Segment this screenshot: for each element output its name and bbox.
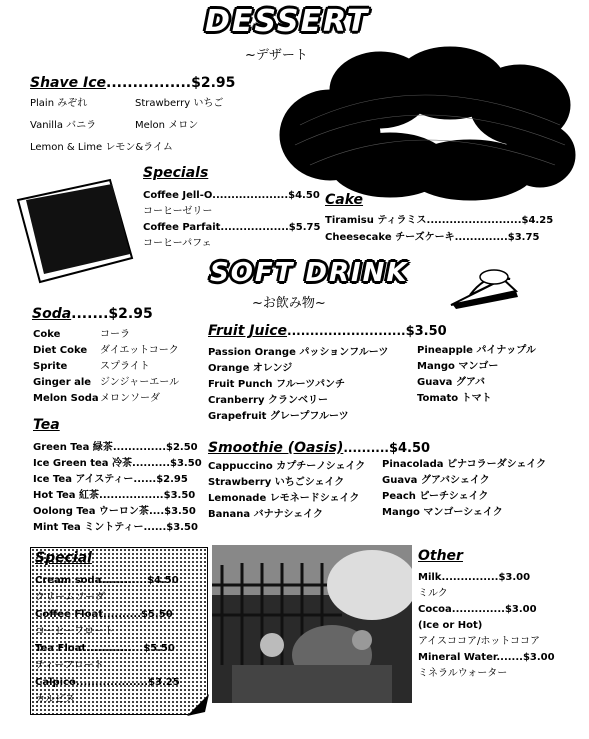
item-price: $4.50: [288, 190, 320, 201]
cake-list: [325, 212, 553, 246]
smoothie-heading-row: [208, 437, 430, 456]
shave-ice-leader: ................: [106, 75, 192, 91]
smoothie-leader: ..........: [343, 441, 389, 455]
list-item: Coke コーラ: [33, 329, 130, 340]
item-jp: コーヒーパフェ: [143, 238, 212, 249]
shave-ice-flavors-right: [135, 93, 223, 137]
list-item: Mineral Water.......$3.00: [418, 652, 555, 663]
item-note: (Ice or Hot): [418, 620, 483, 631]
soft-drink-subtitle: ~お飲み物~: [252, 296, 326, 311]
item-jp: ティーフロート: [35, 660, 104, 671]
item-leader: .........................: [426, 215, 522, 226]
item-price: $4.25: [521, 215, 554, 226]
list-item: Hot Tea 紅茶.................$3.50: [33, 490, 196, 501]
list-item: Ice Tea アイスティー......$2.95: [33, 474, 188, 485]
list-item: Green Tea 緑茶..............$2.50: [33, 442, 198, 453]
specials-list: [143, 188, 320, 252]
item-jp: カルピス: [35, 694, 75, 705]
other-list: [418, 570, 555, 682]
list-item: Lemonade レモネードシェイク: [208, 493, 360, 504]
smoothie-heading: Smoothie (Oasis): [208, 440, 344, 456]
list-item: Vanilla バニラ: [30, 120, 97, 131]
list-item: Sprite スプライト: [33, 361, 150, 372]
smoothie-left: [208, 459, 365, 523]
list-item: Pineapple パイナップル: [417, 345, 536, 356]
coffee-jello-image: [10, 178, 140, 288]
smoothie-price: $4.50: [388, 441, 431, 456]
soda-heading: Soda: [32, 306, 72, 322]
fruit-juice-leader: ..........................: [287, 324, 406, 338]
list-item: Milk...............$3.00: [418, 572, 531, 583]
list-item: Oolong Tea ウーロン茶....$3.50: [33, 506, 196, 517]
smoothie-right: [382, 457, 546, 521]
list-item: Grapefruit グレープフルーツ: [208, 411, 349, 422]
list-item: Passion Orange パッションフルーツ: [208, 347, 389, 358]
fruit-juice-left: [208, 345, 388, 425]
item-jp: ミルク: [418, 588, 448, 599]
list-item: Melon Sodaメロンソーダ: [33, 393, 160, 404]
other-heading: Other: [418, 548, 463, 564]
list-item: Guava グアバ: [417, 377, 486, 388]
fruit-juice-heading: Fruit Juice: [208, 323, 288, 339]
list-item: Mango マンゴーシェイク: [382, 507, 503, 518]
list-item: Lemon & Lime レモン&ライム: [30, 142, 173, 153]
pie-image: [448, 265, 523, 310]
list-item: Fruit Punch フルーツパンチ: [208, 379, 346, 390]
soda-list: [33, 327, 179, 407]
fruit-juice-right: [417, 343, 536, 407]
special-list: [35, 572, 180, 708]
item-jp: ミネラルウォーター: [418, 668, 508, 679]
list-item: Cream soda............$4.50: [35, 575, 179, 586]
list-item: Ice Green tea 冷茶..........$3.50: [33, 458, 202, 469]
tea-list: [33, 440, 202, 536]
item-name: Coffee Jell-O: [143, 190, 213, 201]
item-name: Cheesecake チーズケーキ: [325, 232, 455, 243]
shave-ice-section: [30, 72, 235, 91]
cake-heading: Cake: [325, 192, 364, 208]
list-item: Diet Coke ダイエットコーク: [33, 345, 179, 356]
list-item: Strawberry いちご: [135, 98, 224, 109]
dessert-subtitle: ~デザート: [245, 48, 308, 63]
special-box: [30, 547, 208, 715]
list-item: Pinacolada ピナコラーダシェイク: [382, 459, 547, 470]
item-leader: ..............: [454, 232, 508, 243]
list-item: Ginger ale ジンジャーエール: [33, 377, 180, 388]
soda-heading-row: [32, 303, 153, 322]
list-item: Strawberry いちごシェイク: [208, 477, 345, 488]
tea-heading: Tea: [33, 417, 60, 433]
list-item: Mint Tea ミントティー......$3.50: [33, 522, 198, 533]
specials-heading: Specials: [143, 165, 209, 181]
list-item: Coffee Float..........$5.50: [35, 609, 173, 620]
special-heading: Special: [35, 550, 92, 566]
cafe-photo: [212, 545, 412, 703]
item-name: Coffee Parfait: [143, 222, 221, 233]
list-item: Cranberry クランベリー: [208, 395, 328, 406]
page-curl-icon: [187, 694, 209, 716]
item-jp: アイスココア/ホットココア: [418, 636, 540, 647]
item-jp: クリームソーダ: [35, 592, 105, 603]
list-item: Peach ピーチシェイク: [382, 491, 489, 502]
soda-leader: .......: [71, 306, 109, 322]
item-leader: ....................: [212, 190, 289, 201]
list-item: Mango マンゴー: [417, 361, 499, 372]
list-item: Cocoa..............$3.00: [418, 604, 537, 615]
fruit-juice-price: $3.50: [405, 324, 447, 339]
item-jp: コーヒーフロート: [35, 626, 115, 637]
list-item: Tea Float...............$5.50: [35, 643, 175, 654]
item-price: $3.75: [507, 232, 540, 243]
list-item: Cappuccino カプチーノシェイク: [208, 461, 366, 472]
soda-price: $2.95: [108, 306, 153, 322]
list-item: Tomato トマト: [417, 393, 492, 404]
soft-drink-title: SOFT DRINK: [210, 258, 409, 288]
list-item: Melon メロン: [135, 120, 199, 131]
list-item: Orange オレンジ: [208, 363, 293, 374]
cloud-image: [270, 45, 580, 205]
list-item: Plain みぞれ: [30, 98, 88, 109]
dessert-title: DESSERT: [205, 4, 370, 39]
list-item: Guava グアバシェイク: [382, 475, 490, 486]
fruit-juice-heading-row: [208, 320, 447, 339]
list-item: Calpico...................$3.25: [35, 677, 180, 688]
item-name: Tiramisu ティラミス: [325, 215, 427, 226]
item-leader: ..................: [220, 222, 289, 233]
shave-ice-price: $2.95: [191, 75, 236, 91]
shave-ice-heading: Shave Ice: [30, 75, 106, 91]
list-item: Banana バナナシェイク: [208, 509, 323, 520]
item-price: $5.75: [288, 222, 321, 233]
item-jp: コーヒーゼリー: [143, 206, 213, 217]
